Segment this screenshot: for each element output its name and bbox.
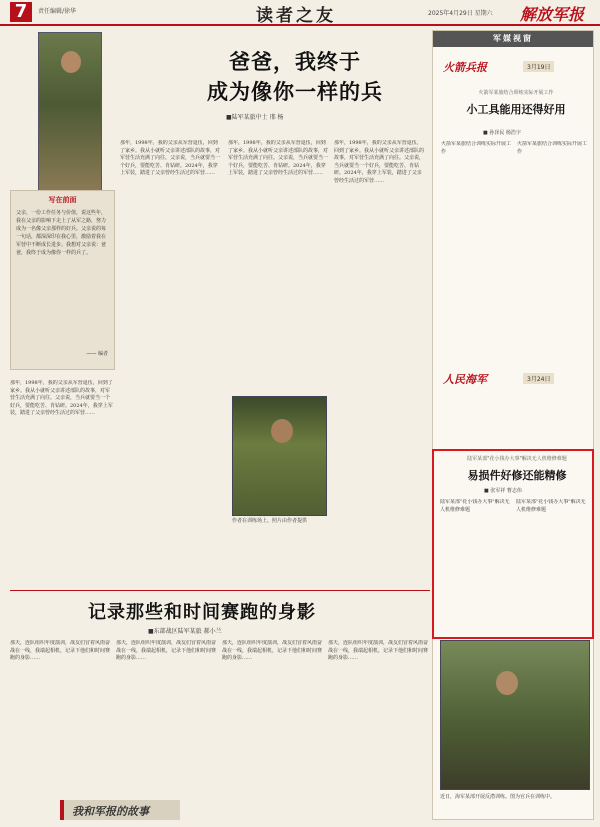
second-column-4: 那天，连队组织年度演训，战友们冒着风雨奋战在一线，我端起相机，记录下他们和时间赛跑的身影……	[328, 640, 428, 661]
foreword-box	[10, 190, 115, 370]
article-column-1: 那年，1998年，我的父亲从军营退伍，回到了家乡。我从小就听父亲讲述部队的故事，对军营生活充满了向往。父亲说，当兵就要当一个好兵，要能吃苦、肯钻研。2024年，我穿上军装，踏进了父亲曾经生活过的军营……	[120, 140, 220, 176]
column-banner	[60, 800, 180, 820]
main-headline-line1: 爸爸，我终于	[229, 50, 361, 74]
second-byline: ■东部战区陆军某旅 郝小兰	[148, 628, 222, 635]
author-photo	[232, 396, 327, 516]
paper-logo-navy: 人民海军	[443, 373, 487, 386]
item2-column-2: 陆军某部"花小钱办大事"解决无人机维修难题	[516, 499, 586, 513]
paper-date-1: 3月19日	[523, 61, 554, 72]
author-photo-caption: 作者在训练场上。照片由作者提供	[232, 518, 308, 524]
item1-byline: ■ 孙泽民 杨浩宇	[483, 130, 521, 136]
story-divider	[10, 590, 430, 591]
second-column-3: 那天，连队组织年度演训，战友们冒着风雨奋战在一线，我端起相机，记录下他们和时间赛跑的身影……	[222, 640, 322, 661]
foreword-text: 父亲，一份工作任务与价值，说这些年，我在父亲的影响下走上了从军之路，努力成为一名像父亲那样的好兵。父亲说的每一句话，都深深印在我心里，激励着我在军营中不断成长进步。我想对父亲说：爸爸，我终于成为像你一样的兵了。	[16, 210, 107, 256]
main-headline	[175, 47, 415, 107]
item2-byline: ■ 张军祥 曹志伟	[484, 488, 522, 494]
second-column-2: 那天，连队组织年度演训，战友们冒着风雨奋战在一线，我端起相机，记录下他们和时间赛跑的身影……	[116, 640, 216, 661]
item2-column-1: 陆军某部"花小钱办大事"解决无人机维修难题	[440, 499, 510, 513]
kicker-1: 火箭军某旅结合训练实际开展工作	[478, 90, 554, 96]
section-title: 读者之友	[256, 6, 336, 26]
second-headline: 记录那些和时间赛跑的身影	[88, 602, 316, 623]
column-banner-text: 我和军报的故事	[72, 805, 149, 818]
paper-logo-rocket: 火箭兵报	[443, 61, 487, 74]
masthead	[0, 0, 600, 26]
item2-headline: 易损件好修还能精修	[467, 469, 567, 482]
editor-credit: 责任编辑/徐华	[38, 8, 77, 15]
item1-column-1: 火箭军某旅结合训练实际开展工作	[441, 141, 512, 155]
foreword-title: 写在前面	[48, 196, 77, 204]
paper-brand: 解放军报	[520, 5, 585, 24]
main-byline: ■陆军某旅中士 邢 杨	[226, 114, 284, 121]
page-number: 7	[10, 2, 32, 22]
item1-headline: 小工具能用还得好用	[466, 103, 566, 116]
main-headline-line2: 成为像你一样的兵	[207, 80, 383, 104]
kicker-2: 陆军某部"花小钱办大事"解决无人机维修难题	[467, 456, 567, 462]
issue-date: 2025年4月29日 星期六	[428, 10, 493, 17]
navy-photo	[440, 640, 590, 790]
article-column-0: 那年，1998年，我的父亲从军营退伍，回到了家乡。我从小就听父亲讲述部队的故事，对军营生活充满了向往。父亲说，当兵就要当一个好兵，要能吃苦、肯钻研。2024年，我穿上军装，踏进了父亲曾经生活过的军营……	[10, 380, 113, 416]
article-column-2: 那年，1998年，我的父亲从军营退伍，回到了家乡。我从小就听父亲讲述部队的故事，对军营生活充满了向往。父亲说，当兵就要当一个好兵，要能吃苦、肯钻研。2024年，我穿上军装，踏进了父亲曾经生活过的军营……	[228, 140, 328, 176]
item1-column-2: 火箭军某旅结合训练实际开展工作	[517, 141, 588, 155]
foreword-author: —— 编者	[86, 351, 108, 357]
article-column-3: 那年，1998年，我的父亲从军营退伍，回到了家乡。我从小就听父亲讲述部队的故事，对军营生活充满了向往。父亲说，当兵就要当一个好兵，要能吃苦、肯钻研。2024年，我穿上军装，踏进了父亲曾经生活过的军营……	[334, 140, 425, 184]
second-column-1: 那天，连队组织年度演训，战友们冒着风雨奋战在一线，我端起相机，记录下他们和时间赛跑的身影……	[10, 640, 110, 661]
soldier-photo	[38, 32, 102, 192]
navy-photo-caption: 近日，海军某部开展反潜训练。图为官兵在训练中。	[440, 794, 556, 800]
panel-title: 军媒视窗	[433, 31, 593, 47]
highlighted-article	[432, 449, 594, 639]
paper-date-2: 3月24日	[523, 373, 554, 384]
